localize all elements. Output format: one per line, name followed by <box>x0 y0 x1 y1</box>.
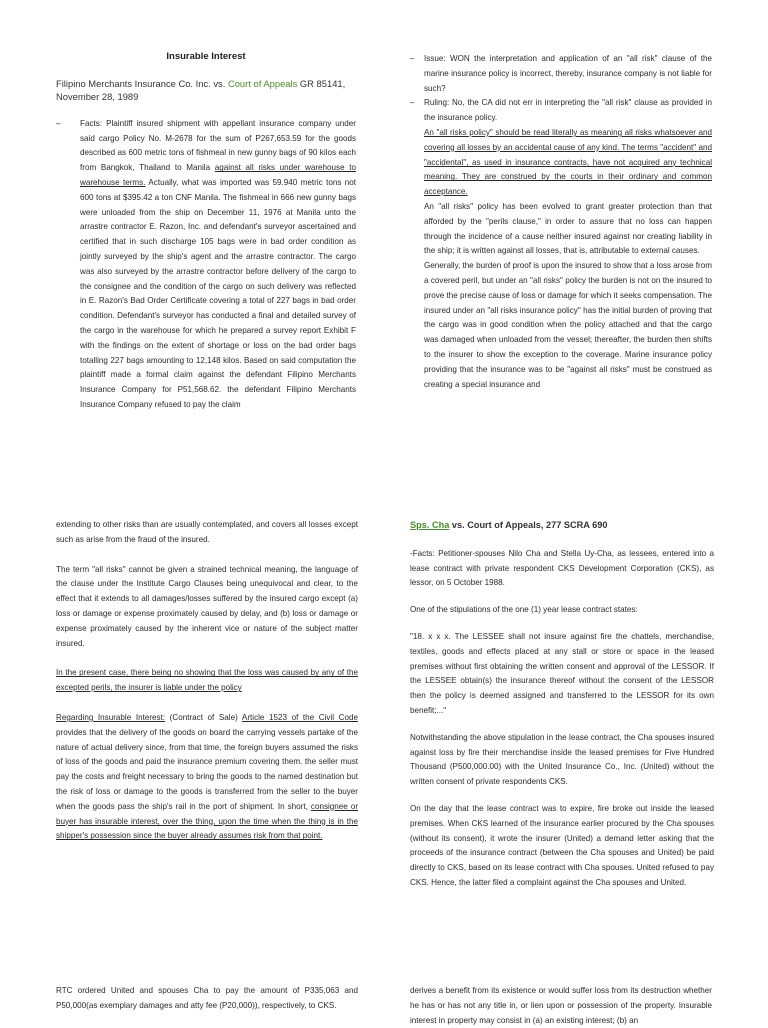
fire-broke-out: On the day that the lease contract was to expire, fire broke out inside the leased premises. When CKS learned of the insurance earlier procured by the Cha spouses (without its consent), it wrote the insurer (United) a demand letter asking that the proceeds of the insurance contract (between the Cha spouses and United) be paid directly to CKS, based on its lease contract with Cha spouses. United refused to pay CKS. Hence, the latter filed a complaint against the Cha spouses and United. <box>410 803 714 887</box>
case-suffix: GR 85141, November 28, 1989 <box>56 77 346 102</box>
all-risks-definition: An "all risks policy" should be read literally as meaning all risks whatsoever and covering all losses by an accidental cause of any kind. The terms "accident" and "accidental", as used in insurance contracts, have not acquired any technical meaning. They are construed by the courts in their ordinary and common acceptance. <box>424 127 712 197</box>
insurable-interest-derives: derives a benefit from its existence or would suffer loss from its destruction whether he has or has not any title in, or lien upon or possession of the property. Insurable interest in property may consist in (a) an existing interest; (b) an <box>410 986 712 1025</box>
page-2 <box>0 470 768 950</box>
page3-right-column <box>410 984 712 1028</box>
regarding-label: Regarding Insurable Interest: <box>56 712 166 722</box>
present-case-holding: In the present case, there being no showing that the loss was caused by any of the excepted perils, the insurer is liable under the policy <box>56 668 358 693</box>
stipulation-intro: One of the stipulations of the one (1) year lease contract states: <box>410 605 638 615</box>
page1-left-column <box>56 50 356 413</box>
sps-cha-link[interactable]: Sps. Cha <box>410 520 450 530</box>
all-risks-continued: extending to other risks than are usually contemplated, and covers all losses except such as arise from the fraud of the insured. <box>56 520 358 544</box>
page1-right-column <box>410 52 712 392</box>
facts-paragraph <box>56 117 356 413</box>
case-heading <box>410 518 714 533</box>
page-1 <box>0 0 768 470</box>
ruling-paragraph: – Ruling: No, the CA did not err in interpreting the "all risk" clause as provided in the insurance policy. <box>410 96 712 126</box>
stipulation-quote: "18. x x x. The LESSEE shall not insure against fire the chattels, merchandise, textiles, goods and effects placed at any stall or store or space in the leased premises without first obtaining the written consent and approval of the LESSOR. If the LESSEE obtain(s) the insurance thereof without the consent of the LESSOR then the policy is deemed assigned and transferred to the LESSOR for its own benefit;..." <box>410 631 714 715</box>
regarding-insurable-interest <box>56 711 358 844</box>
facts-text-a: Facts: Plaintiff insured shipment with appellant insurance company under said cargo Policy No. M-2678 for the sum of P267,653.59 for the goods described as 600 metric tons of fishmeal in new gunny bags of 90 kilos each from Bangkok, Thailand to Manila <box>80 118 356 173</box>
civil-code-link[interactable]: Article 1523 of the Civil Code <box>241 712 358 722</box>
case-prefix: Filipino Merchants Insurance Co. Inc. vs. <box>56 77 226 89</box>
regarding-text: provides that the delivery of the goods on board the carrying vessels partake of the nature of actual delivery since, from that time, the foreign buyers assumed the risks of loss of the goods and paid the insurance premium covering them. the seller must pay the costs and freight necessary to bring the goods to the named destination but the risk of loss or damage to the goods is transferred from the seller to the buyer when the goods pass the ship's rail in the port of shipment. In short, <box>56 727 358 811</box>
page2-left-column <box>56 518 358 844</box>
burden-of-proof: Generally, the burden of proof is upon the insured to show that a loss arose from a covered peril, but under an "all risks" policy the burden is not on the insured to prove the precise cause of loss or damage for which it seeks compensation. The insured under an "all risks insurance policy" has the initial burden of proving that the cargo was in good condition when the policy attached and that the cargo was damaged when unloaded from the vessel; thereafter, the burden then shifts to the insurer to show the exception to the coverage. Marine insurance policy providing that the insurance was to be "against all risks" must be construed as creating a special insurance and <box>424 261 712 389</box>
all-risks-term: The term "all risks" cannot be given a strained technical meaning, the language of the clause under the Institute Cargo Clauses being unequivocal and clear, to the effect that it extends to all damages/losses suffered by the insured cargo except (a) loss or damage or expense proximately caused by delay, and (b) loss or damage or expense proximately caused by the inherent vice or nature of the subject matter insured. <box>56 564 358 648</box>
contract-of-sale: (Contract of Sale) <box>169 712 238 722</box>
all-risks-evolved: An "all risks" policy has been evolved to grant greater protection than that afforded by the "perils clause," in order to assure that no loss can happen through the incidence of a cause neither insured against nor creating liability in the ship; it is written against all losses, that is, attributable to external causes. <box>424 201 712 256</box>
cha-facts: -Facts: Petitioner-spouses Nilo Cha and Stella Uy-Cha, as lessees, entered into a lease contract with private respondent CKS Development Corporation (CKS), as lessor, on 5 October 1988. <box>410 548 714 588</box>
facts-underlined: against all risks under warehouse to warehouse terms. <box>80 163 356 187</box>
page-3 <box>0 950 768 1024</box>
page2-right-column <box>410 518 714 891</box>
document-title: Insurable Interest <box>166 51 246 62</box>
rtc-order: RTC ordered United and spouses Cha to pay the amount of P335,063 and P50,000(as exemplary damages and atty fee (P20,000)), respectively, to CKS. <box>56 986 358 1010</box>
facts-text-b: Actually, what was imported was 59.940 metric tons not 600 tons at $395.42 a ton CNF Manila. The fishmeal in 666 new gunny bags were unloaded from the ship on December 11, 1976 at Manila unto the arrastre contractor E. Razon, Inc. and defendant's surveyor ascertained and certified that in such discharge 105 bags were in bad order condition as jointly surveyed by the ship's agent and the arrastre contractor. The cargo was also surveyed by the arrastre contractor before delivery of the cargo to the consignee and the condition of the cargo on such delivery was reflected in E. Razon's Bad Order Certificate covering a total of 227 bags in bad order condition. Defendant's surveyor has conducted a final and detailed survey of the cargo in the warehouse for which he prepared a survey report Exhibit F with the findings on the extent of shortage or loss on the bad order bags totalling 227 bags amounting to 12,148 kilos. Based on said computation the plaintiff made a formal claim against the defendant Filipino Merchants Insurance Company for P51,568.62. the defendant Filipino Merchants Insurance Company refused to pay the claim <box>80 177 356 409</box>
notwithstanding: Notwithstanding the above stipulation in the lease contract, the Cha spouses insured against loss by fire their merchandise inside the leased premises for Five Hundred Thousand (P500,000.00) with the United Insurance Co., Inc. (United) without the written consent of private respondents CKS. <box>410 732 714 787</box>
case-heading-rest: vs. Court of Appeals, 277 SCRA 690 <box>451 520 608 530</box>
regarding-conclusion: consignee or buyer has insurable interest, over the thing, upon the time when the thing is in the shipper's possession since the buyer already assumes risk from that point. <box>56 801 359 841</box>
issue-paragraph: – Issue: WON the interpretation and application of an "all risk" clause of the marine insurance policy is incorrect, thereby, insurance company is not liable for such? <box>410 52 712 96</box>
page3-left-column <box>56 984 358 1014</box>
case-citation <box>56 77 356 103</box>
court-of-appeals-link[interactable]: Court of Appeals <box>227 77 298 89</box>
